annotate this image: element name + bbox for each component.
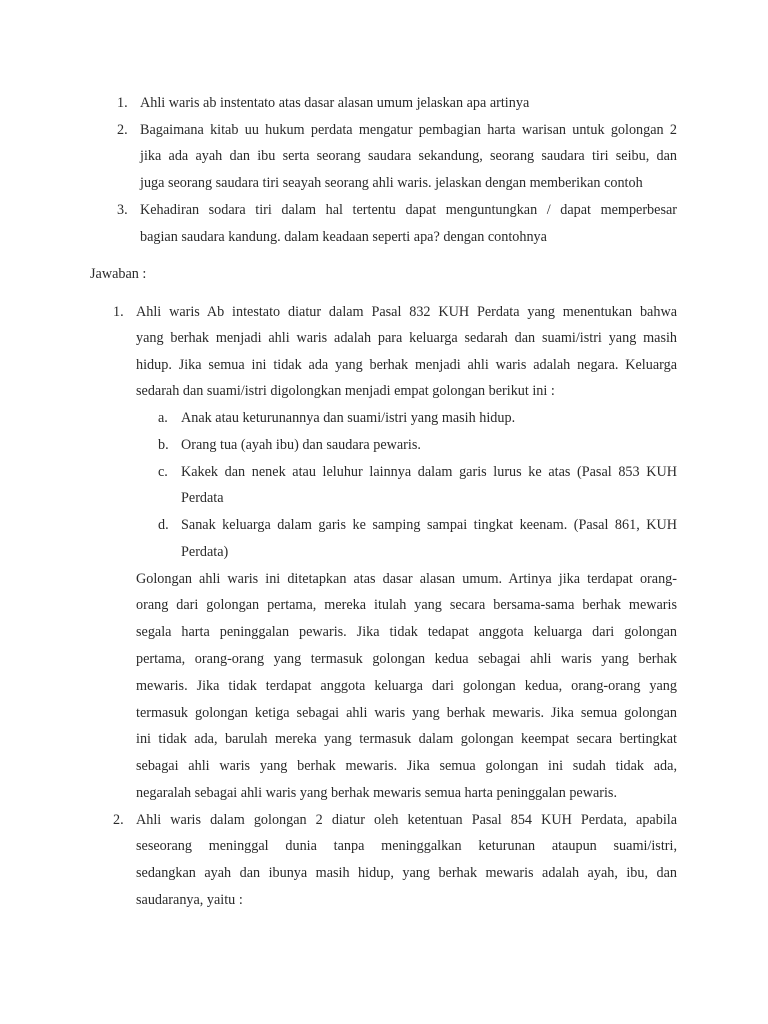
sub-item-line: Sanak keluarga dalam garis ke samping sampai tingkat keenam. (Pasal 861, KUH bbox=[181, 517, 677, 533]
sub-item-line: Orang tua (ayah ibu) dan saudara pewaris. bbox=[181, 437, 421, 453]
question-line: Ahli waris ab instentato atas dasar alasan umum jelaskan apa artinya bbox=[140, 95, 530, 111]
paragraph-line: Golongan ahli waris ini ditetapkan atas dasar alasan umum. Artinya jika terdapat orang- bbox=[136, 571, 677, 587]
paragraph-line: ini tidak ada, barulah mereka yang termasuk dalam golongan keempat secara bertingkat bbox=[136, 731, 677, 747]
question-number: 1. bbox=[117, 95, 128, 111]
paragraph-line: mewaris. Jika tidak terdapat anggota keluarga dari golongan kedua, orang-orang yang bbox=[136, 678, 677, 694]
sub-item-line: Kakek dan nenek atau leluhur lainnya dalam garis lurus ke atas (Pasal 853 KUH bbox=[181, 464, 677, 480]
answer-line: seseorang meninggal dunia tanpa meninggalkan keturunan ataupun suami/istri, bbox=[136, 838, 677, 854]
answer-line: Ahli waris Ab intestato diatur dalam Pasal 832 KUH Perdata yang menentukan bahwa bbox=[136, 304, 677, 320]
question-number: 3. bbox=[117, 202, 128, 218]
sub-item-letter: d. bbox=[158, 517, 169, 533]
question-line: juga seorang saudara tiri seayah seorang ahli waris. jelaskan dengan memberikan contoh bbox=[140, 175, 643, 191]
question-line: Kehadiran sodara tiri dalam hal tertentu dapat menguntungkan / dapat memperbesar bbox=[140, 202, 677, 218]
answer-line: sedangkan ayah dan ibunya masih hidup, yang berhak mewaris adalah ayah, ibu, dan bbox=[136, 865, 677, 881]
sub-item-letter: b. bbox=[158, 437, 169, 453]
question-line: Bagaimana kitab uu hukum perdata mengatur pembagian harta warisan untuk golongan 2 bbox=[140, 122, 677, 138]
answer-heading: Jawaban : bbox=[90, 266, 147, 282]
sub-item-letter: a. bbox=[158, 410, 168, 426]
answer-line: saudaranya, yaitu : bbox=[136, 892, 243, 908]
paragraph-line: orang dari golongan pertama, mereka itulah yang secara bersama-sama berhak mewaris bbox=[136, 597, 677, 613]
answer-line: yang berhak menjadi ahli waris adalah para keluarga sedarah dan suami/istri yang masih bbox=[136, 330, 677, 346]
sub-item-line: Perdata) bbox=[181, 544, 229, 560]
answer-line: Ahli waris dalam golongan 2 diatur oleh ketentuan Pasal 854 KUH Perdata, apabila bbox=[136, 812, 677, 828]
paragraph-line: negaralah sebagai ahli waris yang berhak mewaris semua harta peninggalan pewaris. bbox=[136, 785, 617, 801]
question-line: jika ada ayah dan ibu serta seorang saudara sekandung, seorang saudara tiri seibu, dan bbox=[140, 148, 677, 164]
question-line: bagian saudara kandung. dalam keadaan seperti apa? dengan contohnya bbox=[140, 229, 547, 245]
answer-number: 2. bbox=[113, 812, 124, 828]
sub-item-line: Anak atau keturunannya dan suami/istri yang masih hidup. bbox=[181, 410, 516, 426]
answer-line: sedarah dan suami/istri digolongkan menjadi empat golongan berikut ini : bbox=[136, 383, 555, 399]
sub-item-letter: c. bbox=[158, 464, 168, 480]
sub-item-line: Perdata bbox=[181, 490, 224, 506]
answer-line: hidup. Jika semua ini tidak ada yang berhak menjadi ahli waris adalah negara. Keluarga bbox=[136, 357, 677, 373]
paragraph-line: sebagai ahli waris yang berhak mewaris. Jika semua golongan ini sudah tidak ada, bbox=[136, 758, 677, 774]
paragraph-line: pertama, orang-orang yang termasuk golongan kedua sebagai ahli waris yang berhak bbox=[136, 651, 677, 667]
paragraph-line: termasuk golongan ketiga sebagai ahli waris yang berhak mewaris. Jika semua golongan bbox=[136, 705, 677, 721]
paragraph-line: segala harta peninggalan pewaris. Jika tidak tedapat anggota keluarga dari golongan bbox=[136, 624, 677, 640]
answer-number: 1. bbox=[113, 304, 124, 320]
question-number: 2. bbox=[117, 122, 128, 138]
